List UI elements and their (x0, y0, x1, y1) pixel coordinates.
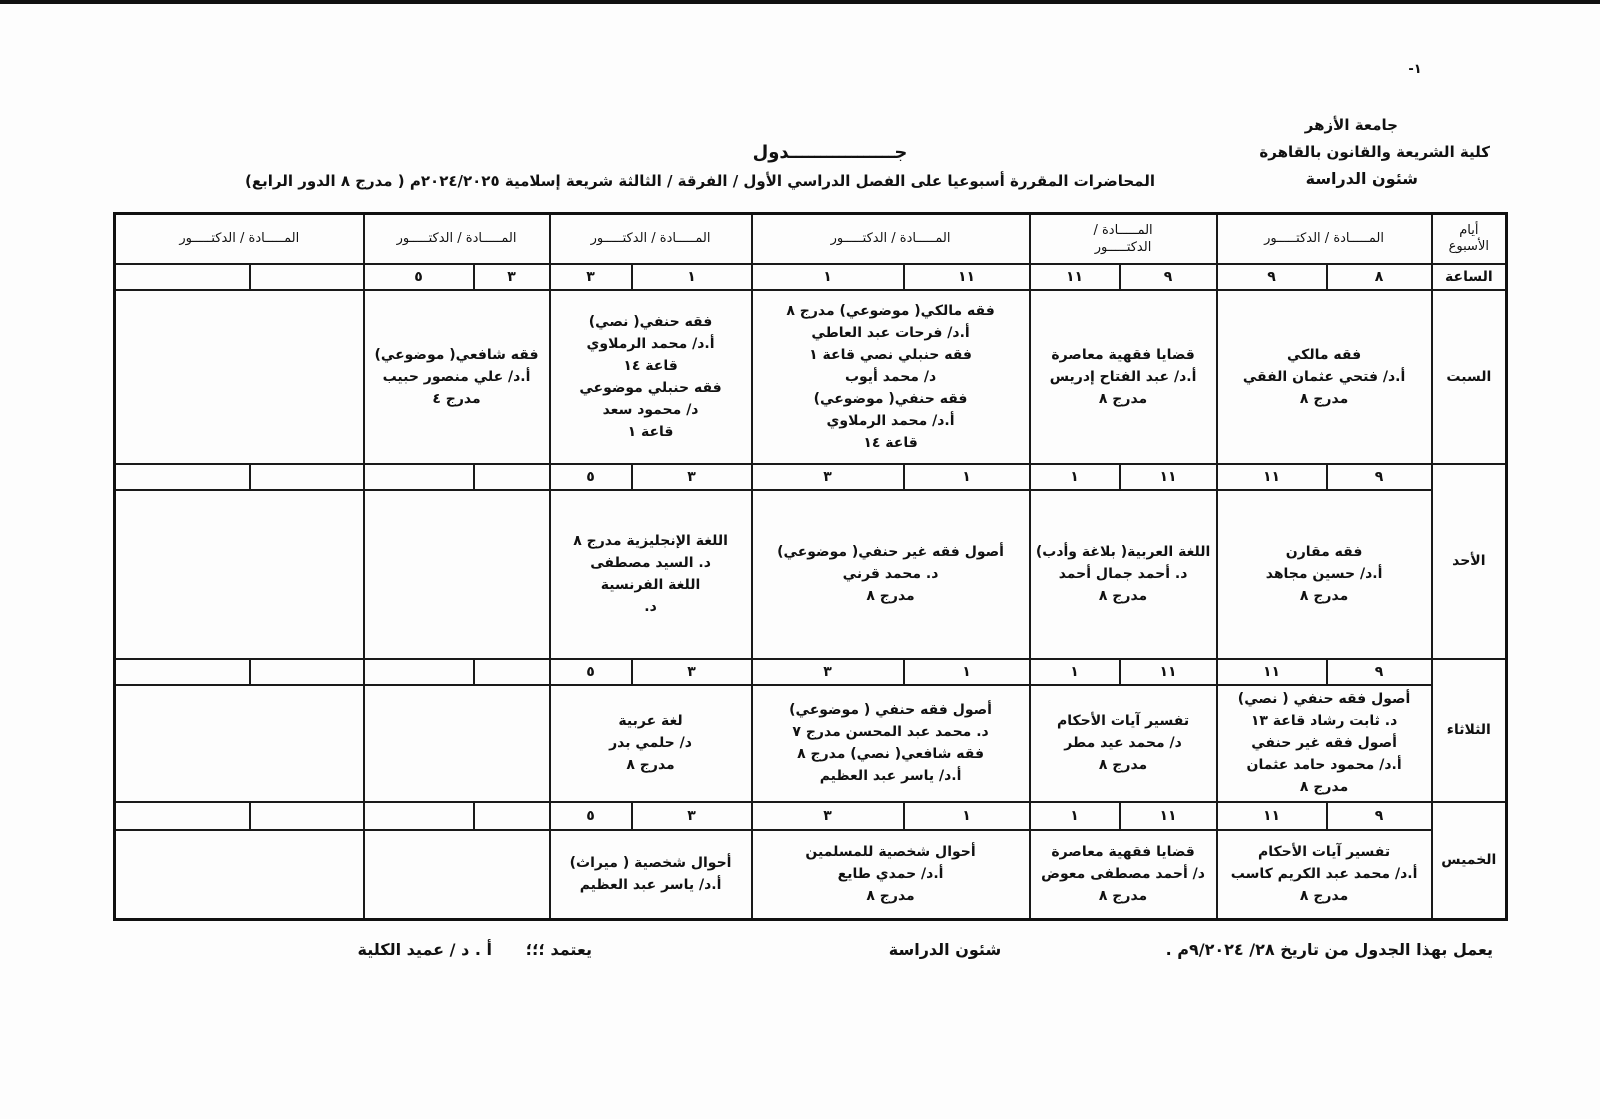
time-cell: ٩ (1217, 264, 1327, 290)
time-cell: ١ (904, 464, 1030, 490)
time-row (115, 802, 1507, 830)
time-cell: ١ (904, 802, 1030, 830)
day-name: الأحد (1432, 464, 1507, 659)
time-cell: ٥ (550, 464, 632, 490)
effective-date-note: يعمل بهذا الجدول من تاريخ ٢٨/ ٩/٢٠٢٤م . (1165, 940, 1493, 959)
column-header: المـــــادة / الدكتـــــور (115, 214, 364, 264)
column-header: المـــــادة / الدكتـــــور (550, 214, 752, 264)
time-cell: ٣ (550, 264, 632, 290)
dean-signature-label: أ . د / عميد الكلية (357, 940, 492, 959)
time-cell (364, 659, 474, 685)
schedule-cell: فقه شافعي( موضوعي) أ.د/ علي منصور حبيب مدرج ٤ (364, 290, 550, 464)
time-cell: ١ (1030, 464, 1120, 490)
column-header: المـــــادة / الدكتـــــور (364, 214, 550, 264)
time-cell: ٩ (1120, 264, 1217, 290)
document-subtitle: المحاضرات المقررة أسبوعيا على الفصل الدراسي الأول / الفرقة / الثالثة شريعة إسلامية ٢٠٢٤/٢٠٢٥م ( مدرج ٨ الدور الرابع) (244, 172, 1155, 190)
department-name: شئون الدراسة (1305, 169, 1418, 188)
time-row (115, 264, 1507, 290)
time-cell: ١ (1030, 802, 1120, 830)
day-name: الخميس (1432, 802, 1507, 920)
schedule-cell (115, 685, 364, 802)
time-cell: ١١ (1030, 264, 1120, 290)
day-name: الثلاثاء (1432, 659, 1507, 802)
column-header: المـــــادة / الدكتـــــور (1030, 214, 1217, 264)
time-cell: ١١ (1120, 659, 1217, 685)
time-cell: ١١ (1217, 802, 1327, 830)
schedule-cell: لغة عربية د/ حلمي بدر مدرج ٨ (550, 685, 752, 802)
time-cell: ٥ (550, 802, 632, 830)
time-cell: ١١ (1120, 802, 1217, 830)
days-column-header: أيام الأسبوع (1432, 214, 1507, 264)
time-cell (250, 264, 364, 290)
schedule-cell (115, 290, 364, 464)
schedule-cell: فقه مقارن أ.د/ حسين مجاهد مدرج ٨ (1217, 490, 1432, 659)
time-cell: ١١ (904, 264, 1030, 290)
time-cell: ٣ (474, 264, 550, 290)
schedule-cell: تفسير آيات الأحكام د/ محمد عيد مطر مدرج ٨ (1030, 685, 1217, 802)
column-header: المـــــادة / الدكتـــــور (752, 214, 1030, 264)
time-cell: ٥ (364, 264, 474, 290)
time-cell (115, 659, 250, 685)
schedule-cell: اللغة العربية( بلاغة وأدب) د. أحمد جمال أحمد مدرج ٨ (1030, 490, 1217, 659)
time-cell: ٨ (1327, 264, 1432, 290)
schedule-cell: أصول فقه غير حنفي( موضوعي) د. محمد قرني مدرج ٨ (752, 490, 1030, 659)
time-cell: ١ (752, 264, 904, 290)
time-cell (250, 464, 364, 490)
hour-label: الساعة (1432, 264, 1507, 290)
schedule-cell: قضايا فقهية معاصرة أ.د/ عبد الفتاح إدريس مدرج ٨ (1030, 290, 1217, 464)
day-row (115, 490, 1507, 659)
time-cell: ١١ (1217, 464, 1327, 490)
time-cell: ١ (1030, 659, 1120, 685)
time-cell: ١ (632, 264, 752, 290)
time-cell: ٣ (632, 659, 752, 685)
schedule-cell: أصول فقه حنفي ( نصي) د. ثابت رشاد قاعة ١٣ أصول فقه غير حنفي أ.د/ محمود حامد عثمان مدرج ٨ (1217, 685, 1432, 802)
time-cell (250, 802, 364, 830)
time-cell: ٩ (1327, 464, 1432, 490)
time-cell: ١١ (1120, 464, 1217, 490)
time-row (115, 464, 1507, 490)
schedule-cell (364, 830, 550, 920)
time-cell: ١١ (1217, 659, 1327, 685)
page-mark: ١- (1408, 62, 1422, 77)
time-cell: ٣ (752, 464, 904, 490)
document-title: جـــــــــــــــــدول (752, 142, 908, 163)
time-cell: ٣ (632, 464, 752, 490)
schedule-cell: فقه حنفي( نصي) أ.د/ محمد الرملاوي قاعة ١٤ فقه حنبلي موضوعي د/ محمود سعد قاعة ١ (550, 290, 752, 464)
schedule-cell: تفسير آيات الأحكام أ.د/ محمد عبد الكريم كاسب مدرج ٨ (1217, 830, 1432, 920)
time-cell: ٩ (1327, 659, 1432, 685)
schedule-cell: أصول فقه حنفي ( موضوعي) د. محمد عبد المحسن مدرج ٧ فقه شافعي( نصي) مدرج ٨ أ.د/ ياسر عبد العظيم (752, 685, 1030, 802)
schedule-cell (364, 490, 550, 659)
schedule-cell: فقه مالكي أ.د/ فتحي عثمان الفقي مدرج ٨ (1217, 290, 1432, 464)
faculty-name: كلية الشريعة والقانون بالقاهرة (1259, 143, 1490, 161)
time-cell (115, 802, 250, 830)
schedule-cell: اللغة الإنجليزية مدرج ٨ د. السيد مصطفى اللغة الفرنسية د. (550, 490, 752, 659)
schedule-cell (364, 685, 550, 802)
schedule-cell: قضايا فقهية معاصرة د/ أحمد مصطفى معوض مدرج ٨ (1030, 830, 1217, 920)
time-cell (364, 802, 474, 830)
time-cell: ٣ (752, 659, 904, 685)
time-cell: ٣ (632, 802, 752, 830)
day-row (115, 830, 1507, 920)
schedule-cell: فقه مالكي( موضوعي) مدرج ٨ أ.د/ فرحات عبد العاطي فقه حنبلي نصي قاعة ١ د/ محمد أيوب فقه حنفي( موضوعي) أ.د/ محمد الرملاوي قاعة ١٤ (752, 290, 1030, 464)
footer-department: شئون الدراسة (888, 940, 1002, 959)
time-cell (474, 464, 550, 490)
scan-edge (0, 0, 1600, 4)
time-cell: ٩ (1327, 802, 1432, 830)
schedule-cell: أحوال شخصية للمسلمين أ.د/ حمدي طايع مدرج ٨ (752, 830, 1030, 920)
day-row (115, 290, 1507, 464)
header-row (115, 214, 1507, 264)
timetable (113, 212, 1508, 921)
schedule-cell: أحوال شخصية ( ميراث) أ.د/ ياسر عبد العظيم (550, 830, 752, 920)
column-header: المـــــادة / الدكتـــــور (1217, 214, 1432, 264)
time-cell: ٥ (550, 659, 632, 685)
university-name: جامعة الأزهر (1304, 116, 1398, 134)
time-cell (364, 464, 474, 490)
day-name: السبت (1432, 290, 1507, 464)
time-cell (115, 264, 250, 290)
approval-label: يعتمد ؛؛؛ (525, 940, 592, 959)
schedule-cell (115, 830, 364, 920)
time-cell: ١ (904, 659, 1030, 685)
time-cell: ٣ (752, 802, 904, 830)
schedule-cell (115, 490, 364, 659)
time-cell (474, 659, 550, 685)
time-row (115, 659, 1507, 685)
time-cell (115, 464, 250, 490)
day-row (115, 685, 1507, 802)
time-cell (474, 802, 550, 830)
time-cell (250, 659, 364, 685)
